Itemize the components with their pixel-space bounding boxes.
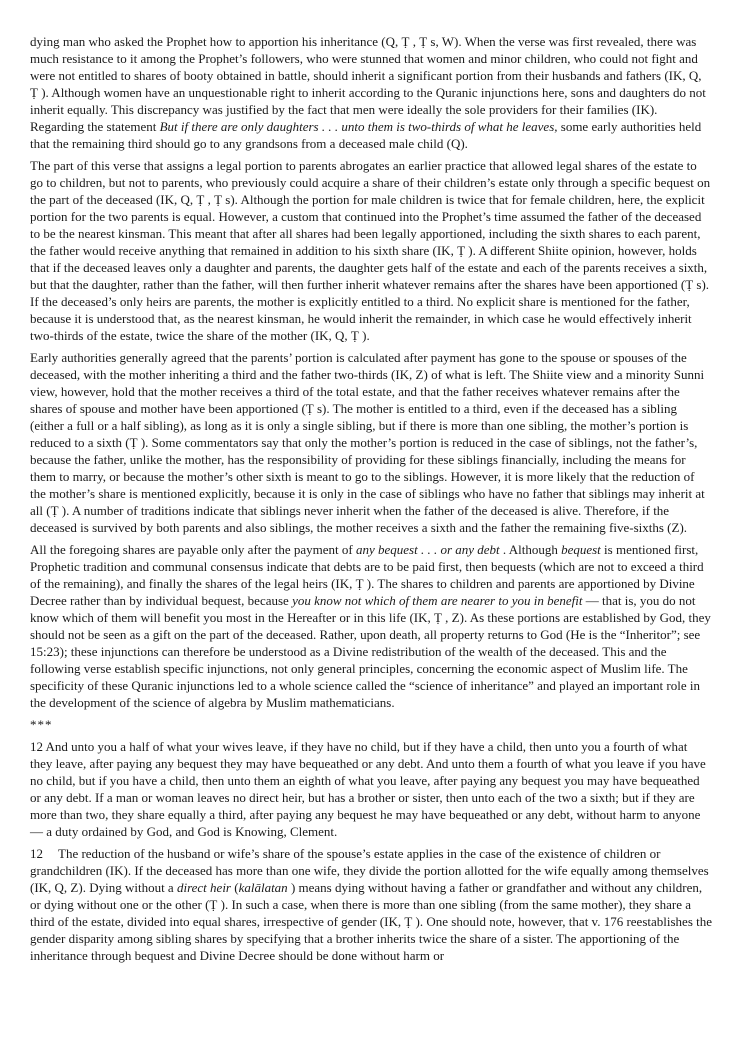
commentary-paragraph-3 [30, 349, 712, 536]
body-text: Early authorities generally agreed that the parents’ portion is calculated after payment has gone to the spouse or spouses of the deceased, with the mother inheriting a third and the father two-thirds (IK, Z) of what is left. The Shiite view and a minority Sunni view, however, hold that the mother receives a third of the total estate, and that the father receives whatever remains after the shares of spouse and mother have been apportioned (Ṭ s). The mother is entitled to a third, even if the deceased has a sibling (either a full or a half sibling), as long as it is only a single sibling, but if there is more than one sibling, the mother’s portion is reduced to a sixth (Ṭ ). Some commentators say that only the mother’s portion is reduced in the case of siblings, not the father’s, because the father, unlike the mother, has the responsibility of providing for these siblings financially, including the means for them to marry, or because the mother’s other sixth is meant to go to the siblings. However, it is more likely that the reduction of the mother’s share is mentioned explicitly, because it is only in the case of siblings who have no father that siblings may inherit at all (Ṭ ). A number of traditions indicate that siblings never inherit when the father of the deceased is alive. Therefore, if the deceased is survived by both parents and also siblings, the mother receives a sixth and the father the remaining five-sixths (Z). [30, 350, 705, 535]
section-separator: *** [30, 717, 53, 732]
body-text: dying man who asked the Prophet how to apportion his inheritance (Q, Ṭ , Ṭ s, W). When the verse was first revealed, there was much resistance to it among the Prophet’s followers, who were stunned that women and minor children, who could not fight and were not entitled to shares of booty obtained in battle, should inherit a significant portion from their husbands and fathers (IK, Q, Ṭ ). Although women have an unquestionable right to inherit according to the Quranic injunctions here, sons and daughters do not inherit equally. This discrepancy was justified by the fact that men were ideally the sole providers for their families (IK). Regarding the statement [30, 34, 706, 134]
quoted-scripture-text: But if there are only daughters . . . unto them is two-thirds of what he leaves, [159, 119, 558, 134]
body-text: ) means dying without having a father or grandfather and without any children, or dying without one or the other (Ṭ ). In such a case, when there is more than one sibling (from the same mother), they share a third of the estate, divided into equal shares, irrespective of gender (IK, Ṭ ). One should note, however, that v. 176 reestablishes the gender disparity among sibling shares by specifying that a brother inherits twice the share of a sister. The apportioning of the inheritance through bequest and Divine Decree should be done without harm or [30, 880, 713, 963]
quoted-scripture-text: direct heir [176, 880, 231, 895]
body-text: is mentioned first, Prophetic tradition and communal consensus indicate that debts are to be paid first, then bequests (which are not to exceed a third of the remaining), and finally the shares of the legal heirs (IK, Ṭ ). The shares to children and parents are apportioned by Divine Decree rather than by individual bequest, because [30, 542, 704, 608]
body-text: — that is, you do not know which of them will benefit you most in the Hereafter or in this life (IK, Ṭ , Z). As these portions are established by God, they should not be seen as a gift on the part of the deceased. Rather, upon death, all property returns to God (He is the “Inheritor”; see 15:23); these injunctions can therefore be understood as a Divine redistribution of the wealth of the deceased. This and the following verse establish specific injunctions, not only general principles, concerning the economic aspect of Muslim life. The specificity of these Quranic injunctions led to a whole science called the “science of inheritance” and played an important role in the development of the science of algebra by Muslim mathematicians. [30, 593, 711, 710]
body-text: The reduction of the husband or wife’s share of the spouse’s estate applies in the case of the existence of children or grandchildren (IK). If the deceased has more than one wife, they divide the portion allotted for the wife equally among themselves (IK, Q, Z). Dying without a [30, 846, 709, 895]
verse-commentary-12 [30, 845, 712, 964]
body-text: The part of this verse that assigns a legal portion to parents abrogates an earlier practice that allowed legal shares of the estate to go to children, but not to parents, who previously could acquire a share of their children’s estate only through a specific bequest on the part of the deceased (IK, Q, Ṭ , Ṭ s). Although the portion for male children is twice that for female children, here, the explicit portion for the two parents is equal. However, a custom that continued into the Prophet’s time assumed the father of the deceased to be the nearest kinsman. This meant that after all shares had been legally apportioned, including the sixth shares to each parent, the father would receive anything that remained in addition to his sixth share (IK, Ṭ ). A different Shiite opinion, however, holds that if the deceased leaves only a daughter and parents, the daughter gets half of the estate and each of the parents receives a sixth, but that the daughter, rather than the father, will then further inherit whatever remains after the shares have been apportioned (Ṭ s). If the deceased’s only heirs are parents, the mother is explicitly entitled to a third. No explicit share is mentioned for the father, because it is understood that, as the nearest kinsman, he would inherit the remainder, in which case he would effectively inherit two-thirds of the estate, twice the share of the mother (IK, Q, Ṭ ). [30, 158, 711, 343]
quoted-scripture-text: bequest [561, 542, 601, 557]
body-text: some early authorities held that the remaining third should go to any grandsons from a deceased male child (Q). [30, 119, 702, 151]
body-text: All the foregoing shares are payable only after the payment of [30, 542, 356, 557]
verse-number: 12 [30, 846, 43, 861]
commentary-paragraph-1 [30, 33, 712, 152]
quoted-scripture-text: any bequest . . . or any debt [355, 542, 500, 557]
quoted-scripture-text: kalālatan [238, 880, 288, 895]
quoted-scripture-text: you know not which of them are nearer to you in benefit [292, 593, 583, 608]
commentary-paragraph-2 [30, 157, 712, 344]
body-text: ( [230, 880, 239, 895]
body-text: 12 And unto you a half of what your wives leave, if they have no child, but if they have a child, then unto you a fourth of what they leave, after paying any bequest they may have bequeathed or any debt. And unto them a fourth of what you leave if you have no child, but if you have a child, then unto them an eighth of what you leave, after paying any bequest you may have bequeathed or any debt. If a man or woman leaves no direct heir, but has a brother or sister, then unto each of the two a sixth; but if they are more than two, they share equally a third, after paying any bequest he may have bequeathed or any debt, without harm to anyone— a duty ordained by God, and God is Knowing, Clement. [30, 739, 706, 839]
verse-translation-12 [30, 738, 712, 840]
body-text: . Although [499, 542, 562, 557]
commentary-paragraph-4 [30, 541, 712, 711]
